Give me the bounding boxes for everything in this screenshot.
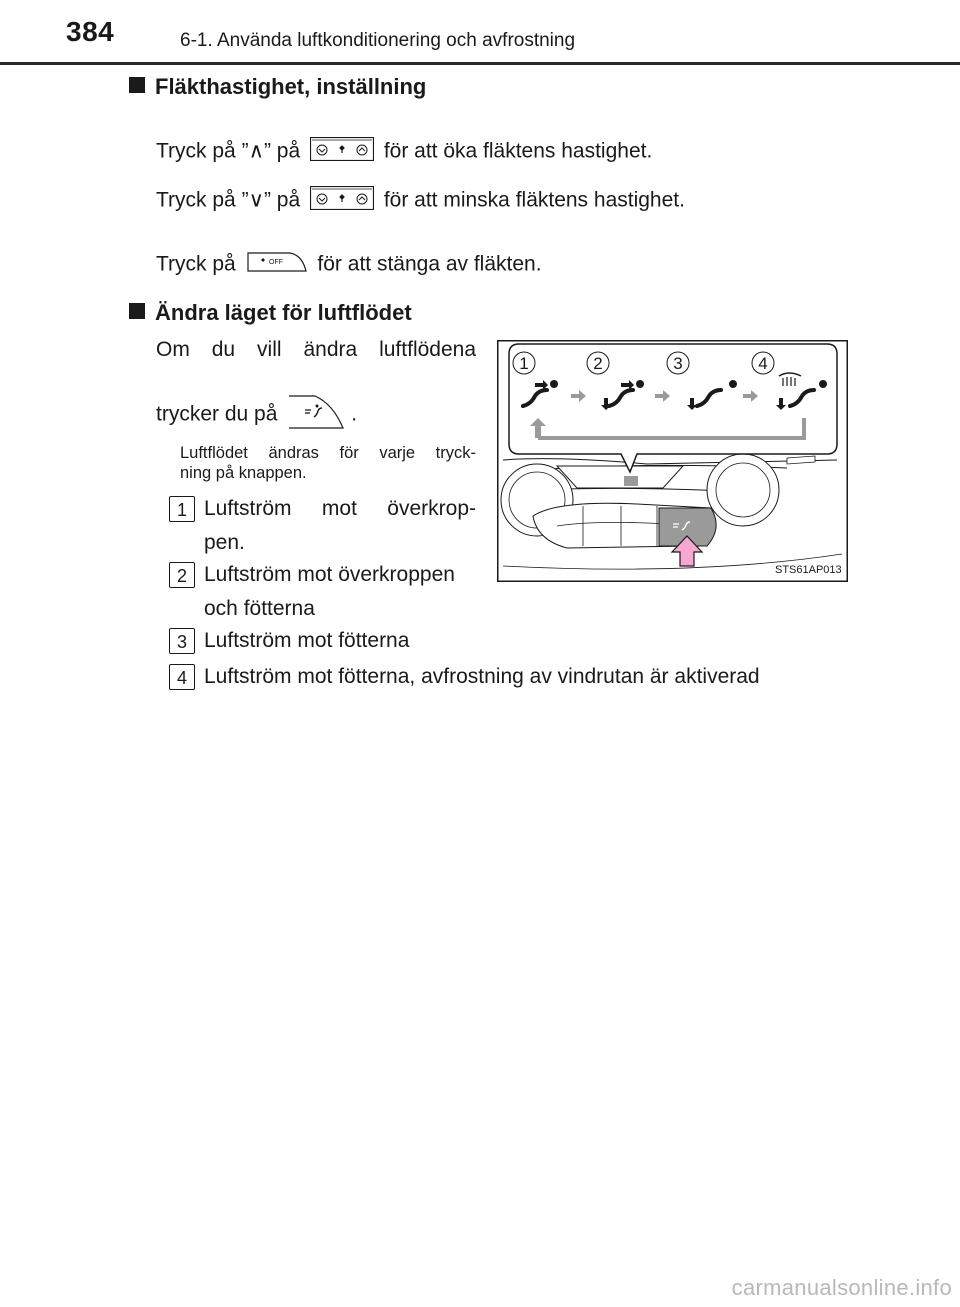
fan-decrease-line: Tryck på ”∨” på för att minska fläktens hastighet.: [156, 186, 685, 216]
fan-speed-heading: [129, 74, 426, 100]
figure-code: STS61AP013: [775, 564, 842, 576]
figure-mode-number: 4: [758, 354, 768, 373]
item-number-badge: 1: [169, 496, 195, 522]
caret-down-symbol: ∨: [248, 188, 264, 212]
fan-speed-button-icon: [310, 137, 374, 167]
watermark: carmanualsonline.info: [731, 1275, 952, 1300]
figure-mode-number: 2: [593, 354, 603, 373]
list-item: Luftström mot fötterna: [204, 629, 410, 652]
fan-off-line: Tryck på OFF för att stänga av fläkten.: [156, 249, 542, 281]
airflow-note: Luftflödet ändras för varje tryck- ning på knappen.: [180, 444, 476, 482]
list-item: Luftström mot överkrop- pen.: [204, 497, 476, 554]
section-square-icon: [129, 77, 145, 93]
fan-speed-heading-text: Fläkthastighet, inställning: [155, 74, 427, 99]
fan-speed-button-icon: [310, 186, 374, 216]
airflow-intro-line1: Om du vill ändra luftflödena: [156, 338, 476, 361]
airflow-heading-text: Ändra läget för luftflödet: [155, 300, 412, 325]
list-item: Luftström mot fötterna, avfrostning av vindrutan är aktiverad: [204, 665, 760, 688]
section-square-icon: [129, 303, 145, 319]
airflow-diagram: [497, 340, 848, 582]
fan-increase-line: Tryck på ”∧” på för att öka fläktens hastighet.: [156, 137, 652, 167]
airflow-intro-line2: trycker du på .: [156, 392, 357, 438]
page-number: 384: [66, 16, 115, 47]
fan-off-button-icon: [246, 249, 308, 281]
list-item: Luftström mot överkroppen och fötterna: [204, 563, 455, 620]
figure-mode-number: 1: [519, 354, 529, 373]
figure-mode-number: 3: [673, 354, 683, 373]
caret-up-symbol: ∧: [248, 139, 264, 163]
item-number-badge: 2: [169, 562, 195, 588]
item-number-badge: 3: [169, 628, 195, 654]
header-rule: [0, 62, 960, 65]
svg-text:OFF: OFF: [268, 259, 283, 266]
airflow-heading: [129, 300, 412, 326]
running-header: 6-1. Använda luftkonditionering och avfrostning: [180, 30, 576, 51]
airflow-mode-button-icon: [287, 392, 347, 438]
item-number-badge: 4: [169, 664, 195, 690]
